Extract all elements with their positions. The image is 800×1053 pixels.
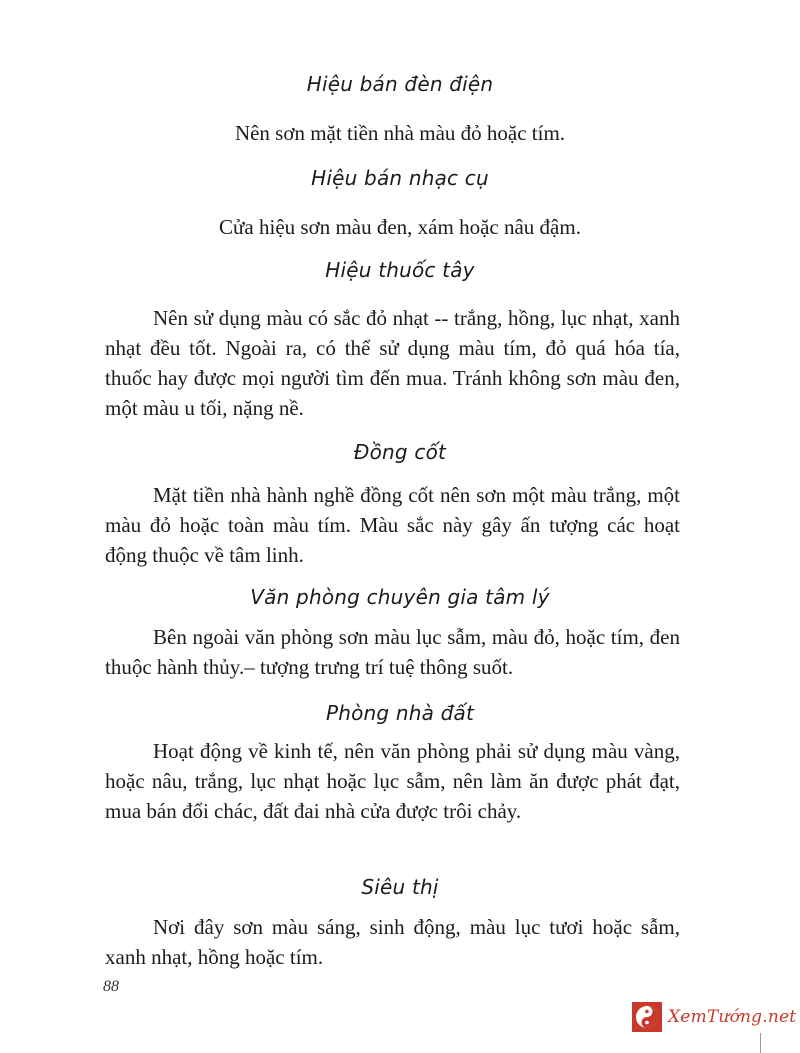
section-body-dong-cot: Mặt tiền nhà hành nghề đồng cốt nên sơn một màu trắng, một màu đỏ hoặc toàn màu tím. Màu sắc này gây ấn tượng các hoạt động thuộc về tâm linh. [105,483,680,567]
section-heading-den-dien: Hiệu bán đèn điện [306,72,494,96]
section-body-sieu-thi: Nơi đây sơn màu sáng, sinh động, màu lục tươi hoặc sẫm, xanh nhạt, hồng hoặc tím. [105,915,680,969]
section-heading-tam-ly: Văn phòng chuyên gia tâm lý [250,585,550,609]
section-heading-dong-cot: Đồng cốt [353,440,447,464]
section-body-nhac-cu: Cửa hiệu sơn màu đen, xám hoặc nâu đậm. [219,215,581,239]
section-body-nha-dat: Hoạt động về kinh tế, nên văn phòng phải sử dụng màu vàng, hoặc nâu, trắng, lục nhạt hoặc lục sẫm, nên làm ăn được phát đạt, mua bán đổi chác, đất đai nhà cửa được trôi chảy. [105,739,680,823]
section-heading-nha-dat: Phòng nhà đất [325,701,475,725]
watermark-text[interactable]: XemTướng.net [668,1007,797,1027]
section-heading-thuoc-tay: Hiệu thuốc tây [325,258,475,282]
watermark [632,1002,796,1032]
section-body-thuoc-tay: Nên sử dụng màu có sắc đỏ nhạt -- trắng, hồng, lục nhạt, xanh nhạt đều tốt. Ngoài ra, có thể sử dụng màu tím, đỏ quá hóa tía, thuốc hay được mọi người tìm đến mua. Tránh không sơn màu đen, một màu u tối, nặng nề. [105,306,680,420]
section-heading-nhac-cu: Hiệu bán nhạc cụ [311,166,489,190]
page-number: 88 [103,978,119,995]
section-body-tam-ly: Bên ngoài văn phòng sơn màu lục sẫm, màu đỏ, hoặc tím, đen thuộc hành thủy.– tượng trưng trí tuệ thông suốt. [105,625,680,679]
section-heading-sieu-thi: Siêu thị [361,875,439,899]
section-body-den-dien: Nên sơn mặt tiền nhà màu đỏ hoặc tím. [234,121,566,145]
yin-yang-icon [632,1002,662,1032]
crop-mark [760,1033,761,1053]
